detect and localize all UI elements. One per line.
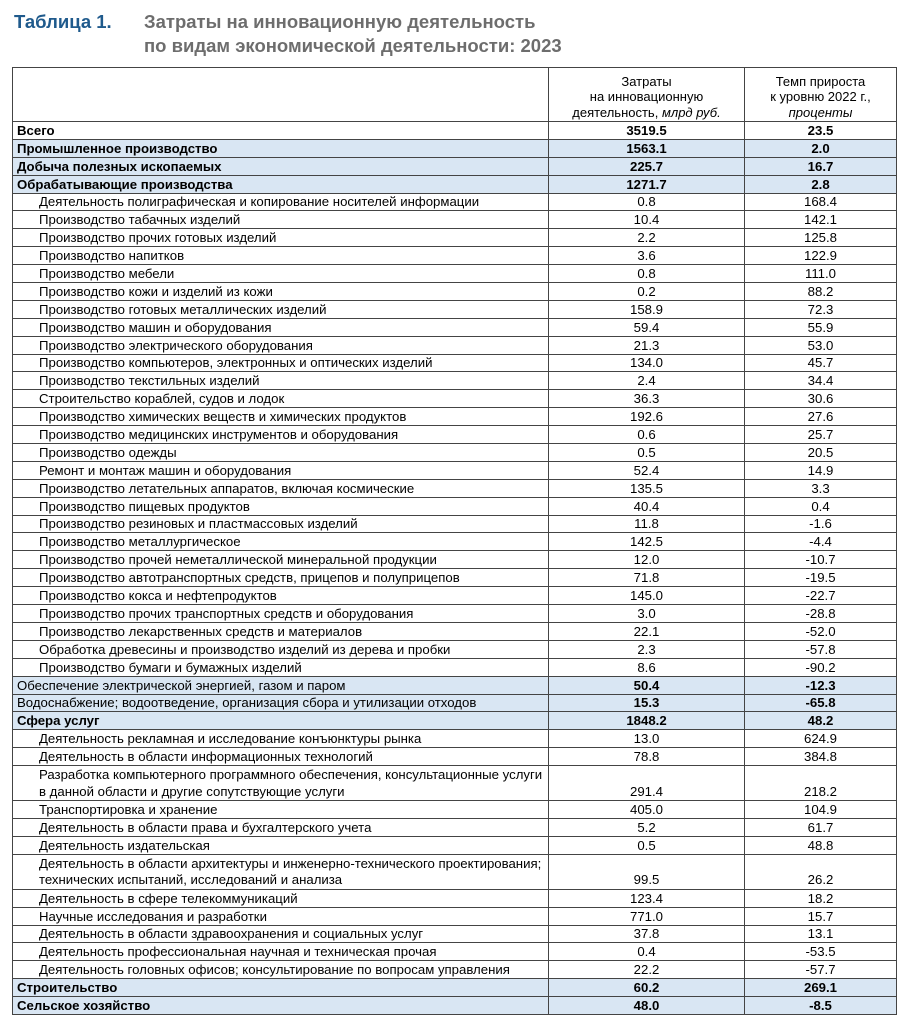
costs-cell: 15.3 — [549, 694, 745, 712]
table-row — [13, 997, 897, 1015]
growth-cell: 34.4 — [745, 372, 897, 390]
table-row — [13, 801, 897, 819]
table-row — [13, 461, 897, 479]
activity-name-cell: Промышленное производство — [13, 139, 549, 157]
activity-name-cell: Производство текстильных изделий — [13, 372, 549, 390]
table-row — [13, 408, 897, 426]
costs-cell: 3.6 — [549, 247, 745, 265]
growth-cell: 111.0 — [745, 265, 897, 283]
growth-cell: 14.9 — [745, 461, 897, 479]
activity-column-header — [13, 68, 549, 122]
activity-name-cell: Производство металлургическое — [13, 533, 549, 551]
table-title-line-2: по видам экономической деятельности: 2023 — [144, 35, 562, 56]
costs-cell: 225.7 — [549, 157, 745, 175]
costs-cell: 12.0 — [549, 551, 745, 569]
activity-name-cell: Деятельность профессиональная научная и техническая прочая — [13, 943, 549, 961]
header-row — [13, 68, 897, 122]
table-row — [13, 372, 897, 390]
table-row — [13, 658, 897, 676]
costs-cell: 142.5 — [549, 533, 745, 551]
table-row — [13, 247, 897, 265]
growth-cell: 122.9 — [745, 247, 897, 265]
costs-cell: 13.0 — [549, 730, 745, 748]
costs-cell: 22.1 — [549, 622, 745, 640]
table-row — [13, 157, 897, 175]
costs-cell: 291.4 — [549, 766, 745, 801]
table-row — [13, 694, 897, 712]
activity-name-cell: Обеспечение электрической энергией, газом и паром — [13, 676, 549, 694]
growth-cell: 18.2 — [745, 889, 897, 907]
costs-cell: 2.3 — [549, 640, 745, 658]
costs-cell: 48.0 — [549, 997, 745, 1015]
growth-cell: 0.4 — [745, 497, 897, 515]
table-row — [13, 766, 897, 801]
growth-cell: 384.8 — [745, 748, 897, 766]
activity-name-cell: Производство табачных изделий — [13, 211, 549, 229]
table-caption — [14, 10, 894, 58]
growth-cell: -28.8 — [745, 605, 897, 623]
growth-cell: -90.2 — [745, 658, 897, 676]
table-row — [13, 139, 897, 157]
growth-cell: -8.5 — [745, 997, 897, 1015]
growth-cell: 88.2 — [745, 283, 897, 301]
activity-name-cell: Производство компьютеров, электронных и оптических изделий — [13, 354, 549, 372]
growth-cell: -52.0 — [745, 622, 897, 640]
activity-name-cell: Деятельность полиграфическая и копирование носителей информации — [13, 193, 549, 211]
costs-cell: 50.4 — [549, 676, 745, 694]
growth-cell: 26.2 — [745, 854, 897, 889]
growth-cell: 624.9 — [745, 730, 897, 748]
activity-name-cell: Деятельность в области информационных технологий — [13, 748, 549, 766]
costs-cell: 22.2 — [549, 961, 745, 979]
growth-cell: 16.7 — [745, 157, 897, 175]
table-row — [13, 175, 897, 193]
costs-cell: 71.8 — [549, 569, 745, 587]
costs-cell: 52.4 — [549, 461, 745, 479]
activity-name-cell: Производство машин и оборудования — [13, 318, 549, 336]
table-row — [13, 748, 897, 766]
growth-cell: 27.6 — [745, 408, 897, 426]
growth-cell: 53.0 — [745, 336, 897, 354]
table-row — [13, 390, 897, 408]
table-row — [13, 515, 897, 533]
growth-cell: 13.1 — [745, 925, 897, 943]
table-row — [13, 318, 897, 336]
growth-cell: 25.7 — [745, 426, 897, 444]
activity-name-cell: Деятельность в области архитектуры и инженерно-технического проектирования; технических испытаний, исследований и анализа — [13, 854, 549, 889]
innovation-costs-table — [12, 67, 897, 1015]
growth-cell: 55.9 — [745, 318, 897, 336]
growth-cell: 20.5 — [745, 444, 897, 462]
activity-name-cell: Производство прочей неметаллической минеральной продукции — [13, 551, 549, 569]
costs-column-header: Затраты на инновационную деятельность, млрд руб. — [549, 68, 745, 122]
table-row — [13, 229, 897, 247]
activity-name-cell: Сельское хозяйство — [13, 997, 549, 1015]
activity-name-cell: Производство химических веществ и химических продуктов — [13, 408, 549, 426]
table-row — [13, 569, 897, 587]
costs-cell: 0.6 — [549, 426, 745, 444]
table-row — [13, 551, 897, 569]
costs-cell: 21.3 — [549, 336, 745, 354]
activity-name-cell: Добыча полезных ископаемых — [13, 157, 549, 175]
growth-cell: -57.7 — [745, 961, 897, 979]
activity-name-cell: Производство напитков — [13, 247, 549, 265]
growth-cell: 125.8 — [745, 229, 897, 247]
costs-cell: 3519.5 — [549, 122, 745, 140]
costs-cell: 0.5 — [549, 444, 745, 462]
costs-cell: 59.4 — [549, 318, 745, 336]
costs-cell: 2.2 — [549, 229, 745, 247]
activity-name-cell: Производство резиновых и пластмассовых изделий — [13, 515, 549, 533]
growth-cell: 48.2 — [745, 712, 897, 730]
growth-cell: 168.4 — [745, 193, 897, 211]
table-row — [13, 497, 897, 515]
costs-cell: 1271.7 — [549, 175, 745, 193]
activity-name-cell: Производство бумаги и бумажных изделий — [13, 658, 549, 676]
table-row — [13, 979, 897, 997]
growth-column-header: Темп прироста к уровню 2022 г., проценты — [745, 68, 897, 122]
table-row — [13, 426, 897, 444]
growth-cell: 269.1 — [745, 979, 897, 997]
costs-cell: 771.0 — [549, 907, 745, 925]
activity-name-cell: Производство готовых металлических изделий — [13, 300, 549, 318]
table-row — [13, 836, 897, 854]
table-row — [13, 479, 897, 497]
growth-cell: -12.3 — [745, 676, 897, 694]
growth-cell: -4.4 — [745, 533, 897, 551]
costs-cell: 11.8 — [549, 515, 745, 533]
table-title-line-1: Затраты на инновационную деятельность — [144, 11, 536, 32]
costs-cell: 1848.2 — [549, 712, 745, 730]
costs-cell: 3.0 — [549, 605, 745, 623]
activity-name-cell: Производство автотранспортных средств, прицепов и полуприцепов — [13, 569, 549, 587]
activity-name-cell: Деятельность издательская — [13, 836, 549, 854]
activity-name-cell: Производство одежды — [13, 444, 549, 462]
activity-name-cell: Производство медицинских инструментов и оборудования — [13, 426, 549, 444]
costs-cell: 0.8 — [549, 193, 745, 211]
activity-name-cell: Производство прочих транспортных средств и оборудования — [13, 605, 549, 623]
growth-cell: -10.7 — [745, 551, 897, 569]
activity-name-cell: Обрабатывающие производства — [13, 175, 549, 193]
activity-name-cell: Производство кокса и нефтепродуктов — [13, 587, 549, 605]
activity-name-cell: Производство мебели — [13, 265, 549, 283]
activity-name-cell: Деятельность в сфере телекоммуникаций — [13, 889, 549, 907]
table-row — [13, 605, 897, 623]
costs-cell: 0.2 — [549, 283, 745, 301]
costs-cell: 135.5 — [549, 479, 745, 497]
table-row — [13, 889, 897, 907]
growth-cell: 45.7 — [745, 354, 897, 372]
costs-cell: 2.4 — [549, 372, 745, 390]
growth-cell: 72.3 — [745, 300, 897, 318]
table-row — [13, 622, 897, 640]
activity-name-cell: Сфера услуг — [13, 712, 549, 730]
costs-cell: 123.4 — [549, 889, 745, 907]
growth-cell: 23.5 — [745, 122, 897, 140]
table-row — [13, 587, 897, 605]
table-row — [13, 444, 897, 462]
table-row — [13, 193, 897, 211]
table-row — [13, 676, 897, 694]
table-row — [13, 730, 897, 748]
table-row — [13, 354, 897, 372]
costs-cell: 40.4 — [549, 497, 745, 515]
table-row — [13, 925, 897, 943]
table-row — [13, 943, 897, 961]
costs-cell: 134.0 — [549, 354, 745, 372]
growth-cell: 2.0 — [745, 139, 897, 157]
growth-cell: -53.5 — [745, 943, 897, 961]
activity-name-cell: Производство кожи и изделий из кожи — [13, 283, 549, 301]
costs-cell: 5.2 — [549, 818, 745, 836]
growth-cell: -22.7 — [745, 587, 897, 605]
activity-name-cell: Производство летательных аппаратов, включая космические — [13, 479, 549, 497]
growth-cell: -1.6 — [745, 515, 897, 533]
costs-cell: 0.8 — [549, 265, 745, 283]
table-row — [13, 265, 897, 283]
growth-cell: 2.8 — [745, 175, 897, 193]
table-row — [13, 533, 897, 551]
costs-cell: 60.2 — [549, 979, 745, 997]
growth-cell: -57.8 — [745, 640, 897, 658]
growth-cell: 104.9 — [745, 801, 897, 819]
costs-cell: 99.5 — [549, 854, 745, 889]
activity-name-cell: Водоснабжение; водоотведение, организация сбора и утилизации отходов — [13, 694, 549, 712]
costs-cell: 0.5 — [549, 836, 745, 854]
growth-cell: -19.5 — [745, 569, 897, 587]
table-row — [13, 712, 897, 730]
growth-cell: 218.2 — [745, 766, 897, 801]
growth-cell: 3.3 — [745, 479, 897, 497]
table-row — [13, 283, 897, 301]
table-row — [13, 122, 897, 140]
activity-name-cell: Всего — [13, 122, 549, 140]
table-row — [13, 640, 897, 658]
table-number: Таблица 1. — [14, 11, 112, 32]
growth-cell: 15.7 — [745, 907, 897, 925]
costs-cell: 0.4 — [549, 943, 745, 961]
costs-cell: 145.0 — [549, 587, 745, 605]
activity-name-cell: Строительство — [13, 979, 549, 997]
costs-cell: 37.8 — [549, 925, 745, 943]
costs-cell: 192.6 — [549, 408, 745, 426]
activity-name-cell: Производство прочих готовых изделий — [13, 229, 549, 247]
activity-name-cell: Производство пищевых продуктов — [13, 497, 549, 515]
activity-name-cell: Транспортировка и хранение — [13, 801, 549, 819]
costs-cell: 78.8 — [549, 748, 745, 766]
table-row — [13, 211, 897, 229]
table-row — [13, 300, 897, 318]
costs-cell: 36.3 — [549, 390, 745, 408]
table-row — [13, 907, 897, 925]
activity-name-cell: Разработка компьютерного программного обеспечения, консультационные услуги в данной области и другие сопутствующие услуги — [13, 766, 549, 801]
activity-name-cell: Деятельность в области права и бухгалтерского учета — [13, 818, 549, 836]
growth-cell: 48.8 — [745, 836, 897, 854]
costs-cell: 405.0 — [549, 801, 745, 819]
activity-name-cell: Производство электрического оборудования — [13, 336, 549, 354]
table-row — [13, 336, 897, 354]
activity-name-cell: Строительство кораблей, судов и лодок — [13, 390, 549, 408]
costs-cell: 1563.1 — [549, 139, 745, 157]
costs-cell: 10.4 — [549, 211, 745, 229]
costs-cell: 8.6 — [549, 658, 745, 676]
table-row — [13, 961, 897, 979]
growth-cell: 61.7 — [745, 818, 897, 836]
table-body — [13, 122, 897, 1015]
activity-name-cell: Деятельность головных офисов; консультирование по вопросам управления — [13, 961, 549, 979]
growth-cell: -65.8 — [745, 694, 897, 712]
table-row — [13, 854, 897, 889]
activity-name-cell: Деятельность рекламная и исследование конъюнктуры рынка — [13, 730, 549, 748]
activity-name-cell: Деятельность в области здравоохранения и социальных услуг — [13, 925, 549, 943]
growth-cell: 142.1 — [745, 211, 897, 229]
growth-cell: 30.6 — [745, 390, 897, 408]
activity-name-cell: Обработка древесины и производство изделий из дерева и пробки — [13, 640, 549, 658]
activity-name-cell: Производство лекарственных средств и материалов — [13, 622, 549, 640]
activity-name-cell: Научные исследования и разработки — [13, 907, 549, 925]
costs-cell: 158.9 — [549, 300, 745, 318]
activity-name-cell: Ремонт и монтаж машин и оборудования — [13, 461, 549, 479]
table-row — [13, 818, 897, 836]
